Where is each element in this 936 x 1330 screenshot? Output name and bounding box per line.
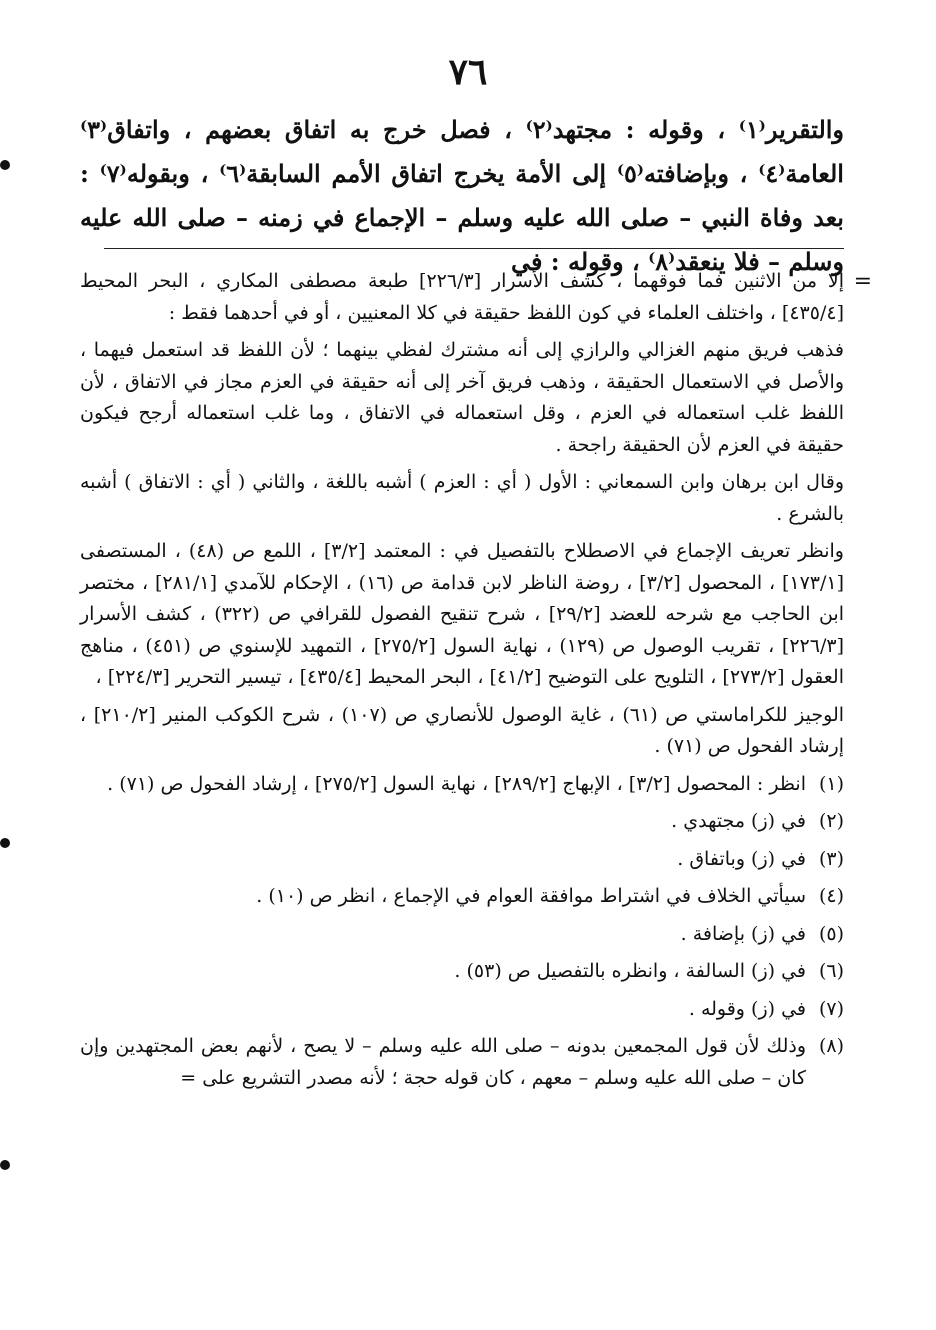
footnote-number: (١) [818, 772, 844, 795]
footnote-number: (٧) [818, 997, 844, 1020]
continued-note-paragraph: إلا من الاثنين فما فوقهما ، كشف الأسرار [٢٢٦/٣] طبعة مصطفى المكاري ، البحر المحيط [٤٣٥/٤] ، واختلف العلماء في كون اللفظ حقيقة في كلا المعنيين ، أو في أحدهما فقط : [80, 270, 845, 324]
page-number: ٧٦ [448, 51, 488, 93]
footnote-3 [80, 844, 844, 876]
footnote-8 [80, 1031, 844, 1094]
footnote-7 [80, 994, 844, 1026]
continuation-mark: = [853, 269, 872, 294]
footnote-6 [80, 956, 844, 988]
footnote-number: (٦) [818, 960, 844, 982]
footnote-number: (٥) [818, 922, 844, 945]
main-text: والتقرير⁽١⁾ ، وقوله : مجتهد⁽٢⁾ ، فصل خرج به اتفاق بعضهم ، واتفاق⁽٣⁾ العامة⁽٤⁾ ، وبإضافته⁽٥⁾ إلى الأمة يخرج اتفاق الأمم السابقة⁽٦⁾ ، وبقوله⁽٧⁾ : بعد وفاة النبي – صلى الله عليه وسلم – الإجماع في زمنه – صلى الله عليه وسلم – فلا ينعقد⁽٨⁾ ، وقوله : في [80, 115, 845, 276]
footnote-text: سيأتي الخلاف في اشتراط موافقة العوام في الإجماع ، انظر ص (١٠) . [256, 885, 806, 907]
continued-note-paragraph: وانظر تعريف الإجماع في الاصطلاح بالتفصيل في : المعتمد [٣/٢] ، اللمع ص (٤٨) ، المستصفى [١٧٣/١] ، المحصول [٣/٢] ، روضة الناظر لابن قدامة ص (١٦) ، الإحكام للآمدي [٢٨١/١] ، مختصر ابن الحاجب مع شرحه للعضد [٢٩/٢] ، شرح تنقيح الفصول للقرافي ص (٣٢٢) ، كشف الأسرار [٢٢٦/٣] ، تقريب الوصول ص (١٢٩) ، نهاية السول [٢٧٥/٢] ، التمهيد للإسنوي ص (٤٥١) ، مناهج العقول [٢٧٣/٢] ، التلويح على التوضيح [٤١/٢] ، البحر المحيط [٤٣٥/٤] ، تيسير التحرير [٢٢٤/٣] ، [80, 540, 845, 688]
continued-note-paragraph: وقال ابن برهان وابن السمعاني : الأول ( أي : العزم ) أشبه باللغة ، والثاني ( أي : الاتفاق ) أشبه بالشرع . [80, 471, 844, 525]
continued-note-paragraph: الوجيز للكراماستي ص (٦١) ، غاية الوصول للأنصاري ص (١٠٧) ، شرح الكوكب المنير [٢١٠/٢] ، إرشاد الفحول ص (٧١) . [80, 703, 845, 757]
footnote-text: في (ز) مجتهدي . [671, 810, 806, 832]
footnote-number: (٣) [818, 847, 844, 870]
footnote-separator [104, 248, 844, 249]
scan-edge-mark [0, 838, 10, 848]
footnote-text: في (ز) بإضافة . [680, 922, 806, 945]
footnote-5 [80, 919, 844, 951]
footnote-2 [80, 806, 844, 838]
footnote-text: في (ز) وباتفاق . [677, 847, 806, 870]
scan-edge-mark [0, 160, 10, 170]
footnote-4 [80, 881, 844, 913]
continued-note-paragraph: فذهب فريق منهم الغزالي والرازي إلى أنه مشترك لفظي بينهما ؛ لأن اللفظ قد استعمل فيهما ، والأصل في الاستعمال الحقيقة ، وذهب فريق آخر إلى أنه حقيقة في العزم مجاز في الاتفاق ، لأن اللفظ غلب استعماله في العزم ، وقل استعماله في الاتفاق ، وما غلب استعماله أرجح فيكون حقيقة في العزم لأن الحقيقة راجحة . [80, 339, 844, 456]
footnote-number: (٤) [818, 885, 844, 907]
footnote-text: وذلك لأن قول المجمعين بدونه – صلى الله عليه وسلم – لا يصح ، لأنهم بعض المجتهدين وإن كان – صلى الله عليه وسلم – معهم ، كان قوله حجة ؛ لأنه مصدر التشريع على = [80, 1035, 806, 1089]
footnote-text: في (ز) وقوله . [688, 997, 806, 1020]
continued-note [80, 266, 872, 763]
footnote-text: في (ز) السالفة ، وانظره بالتفصيل ص (٥٣) . [454, 960, 806, 982]
footnote-text: انظر : المحصول [٣/٢] ، الإبهاج [٢٨٩/٢] ، نهاية السول [٢٧٥/٢] ، إرشاد الفحول ص (٧١) . [107, 772, 806, 795]
footnote-number: (٢) [818, 810, 844, 832]
scan-edge-mark [0, 1160, 10, 1170]
footnotes-section [80, 266, 872, 1100]
footnote-1 [80, 769, 844, 801]
footnote-number: (٨) [818, 1035, 844, 1057]
